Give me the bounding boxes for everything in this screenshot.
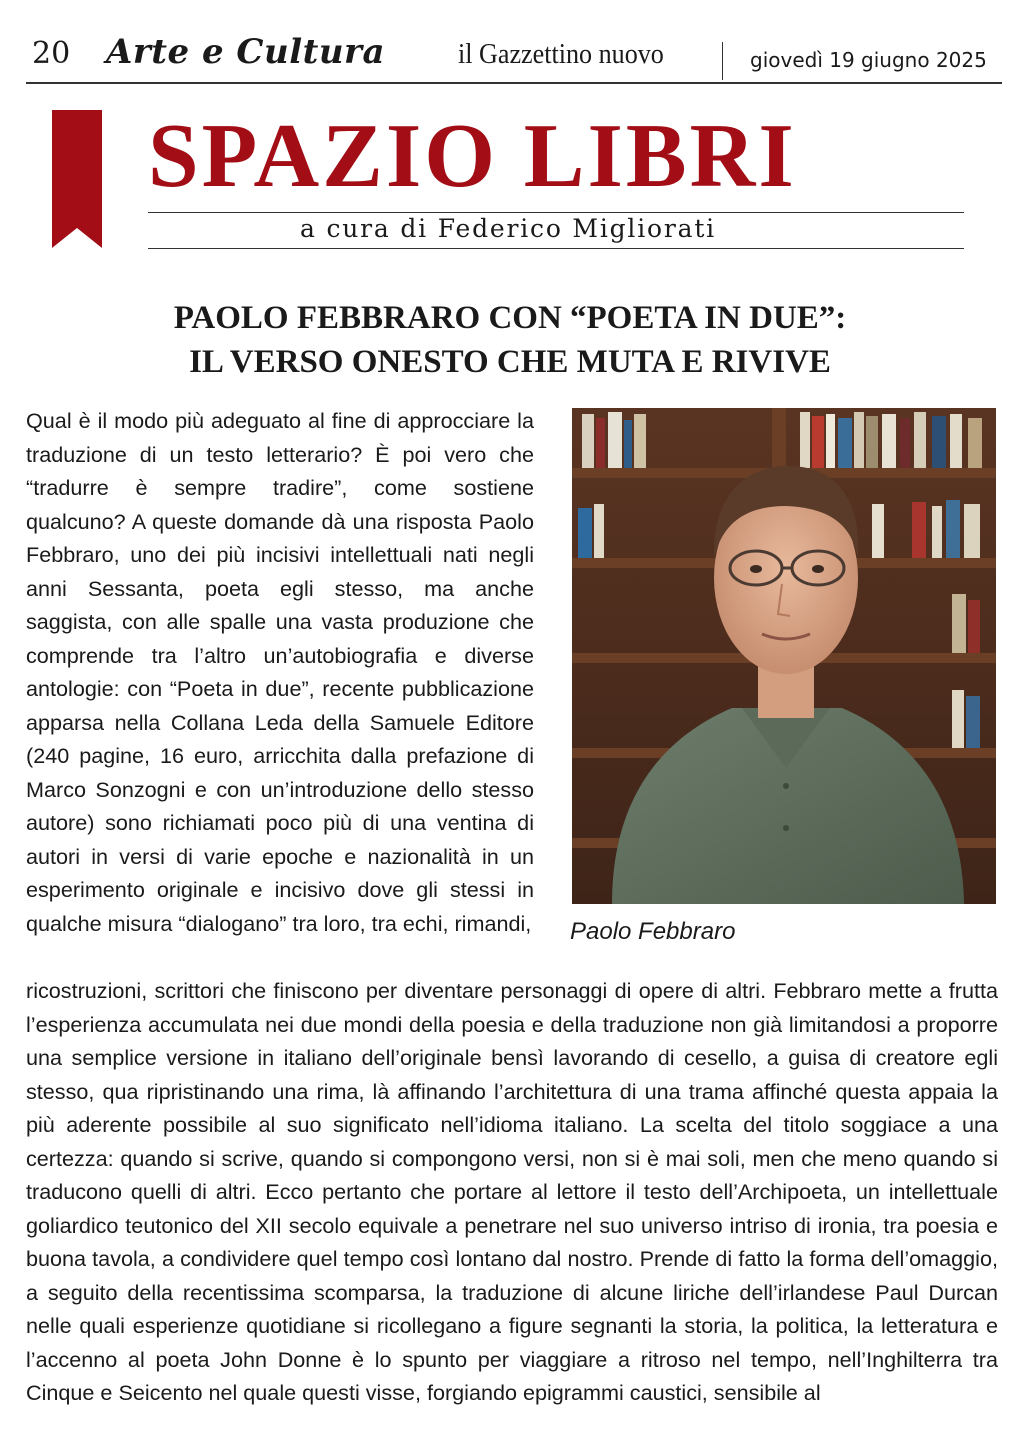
issue-date: giovedì 19 giugno 2025 xyxy=(750,48,987,72)
banner-rule-bottom xyxy=(148,248,964,249)
bookmark-icon xyxy=(52,110,102,248)
article-body-column: Qual è il modo più adeguato al fine di approcciare la traduzione di un testo letterario? È poi vero che “tradurre è sempre tradire”, come sostiene qualcuno? A queste domande dà una risposta Paolo Febbraro, uno dei più incisivi intellettuali nati negli anni Sessanta, poeta egli stesso, ma anche saggista, con alle spalle una vasta produzione che comprende tra l’altro un’autobiografia e diverse antologie: con “Poeta in due”, recente pubblicazione apparsa nella Collana Leda della Samuele Editore (240 pagine, 16 euro, arricchita dalla prefazione di Marco Sonzogni e con un’introduzione dello stesso autore) sono richiamati poco più di una ventina di autori in versi di varie epoche e nazionalità in un esperimento originale e incisivo dove gli stessi in qualche misura “dialogano” tra loro, tra echi, rimandi, xyxy=(26,408,534,936)
headline-line-1: PAOLO FEBBRARO CON “POETA IN DUE”: xyxy=(173,300,847,336)
header-rule xyxy=(26,82,1002,84)
section-title: Arte e Cultura xyxy=(106,32,385,72)
column-title: SPAZIO LIBRI xyxy=(148,105,797,206)
article-body-wide: ricostruzioni, scrittori che finiscono per diventare personaggi di opere di altri. Febbraro mette a frutta l’esperienza accumulata nei due mondi della poesia e della traduzione non già limitandosi a proporre una semplice versione in italiano dell’originale bensì lavorando di cesello, a guisa di creatore egli stesso, qua ripristinando una rima, là affinando l’architettura di una trama affinché questa appaia la più aderente possibile al suo significato nell’idioma italiano. La scelta del titolo soggiace a una certezza: quando si scrive, quando si compongono versi, non si è mai soli, men che meno quando si traducono quelli di altri. Ecco pertanto che portare al lettore il testo dell’Archipoeta, un intellettuale goliardico teutonico del XII secolo equivale a penetrare nel suo universo intriso di ironia, tra poesia e buona tavola, a condividere quel tempo così lontano dal nostro. Prende di fatto la forma dell’omaggio, a seguito della recentissima scomparsa, la traduzione di alcune liriche dell’irlandese Paul Durcan nelle quali esperienze quotidiane si ricollegano a figure segnanti la storia, la politica, la letteratura e l’accenno al poeta John Donne è lo spunto per viaggiare a ritroso nel tempo, nell’Inghilterra tra Cinque e Seicento nel quale questi visse, forgiando epigrammi caustici, sensibile al xyxy=(26,978,998,1405)
headline-line-2: IL VERSO ONESTO CHE MUTA E RIVIVE xyxy=(189,344,831,380)
header-divider xyxy=(722,42,723,80)
author-photo xyxy=(572,408,996,904)
column-curator: a cura di Federico Migliorati xyxy=(300,214,716,243)
banner-rule-top xyxy=(148,212,964,213)
page-number: 20 xyxy=(32,36,71,71)
newspaper-masthead: il Gazzettino nuovo xyxy=(458,38,664,70)
photo-caption: Paolo Febbraro xyxy=(570,918,736,945)
article-headline xyxy=(20,296,1000,384)
